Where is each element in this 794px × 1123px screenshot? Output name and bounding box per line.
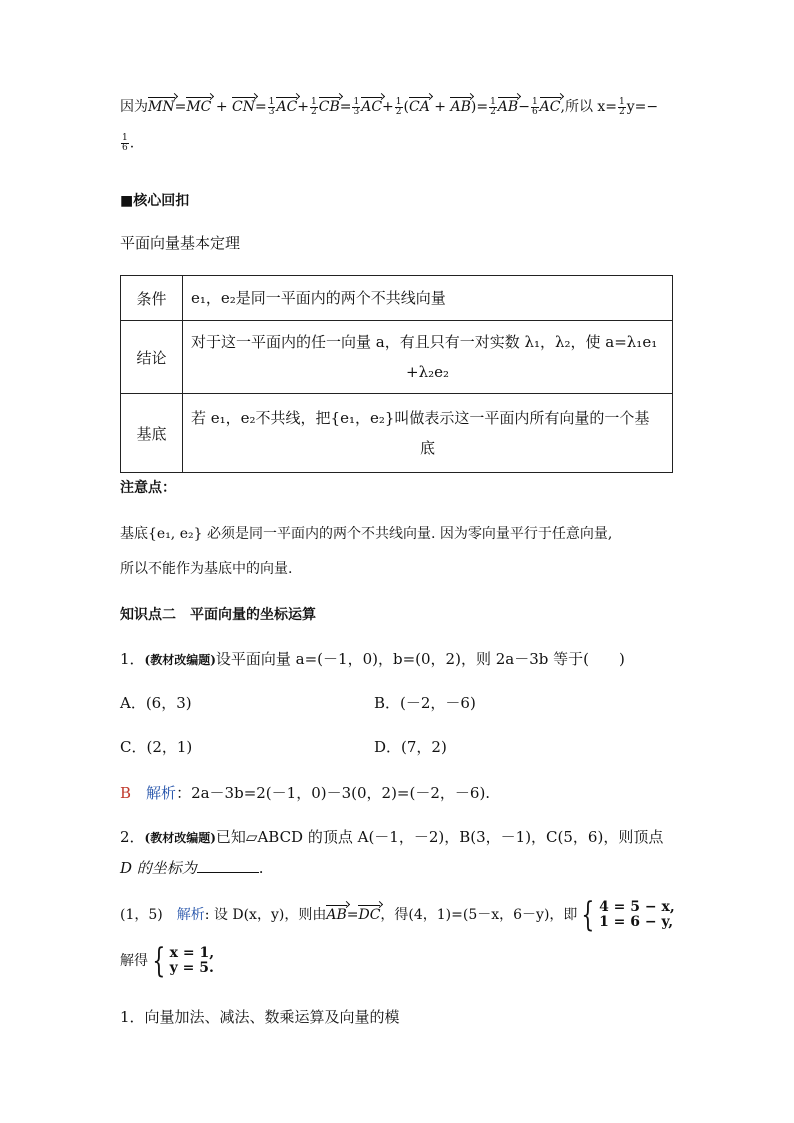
- intro-formula: 因为MN=MC + CN= $\frac{1}{3}$ AC+ $\frac{1}{2}$ CB= $\frac{1}{3}$ AC+ $\frac{1}{2}$ (CA + AB)= $\frac{1}{2}$ AB− $\frac{1}{6}$ AC,所以 x= $\frac{1}{2}$ y=−: [120, 96, 659, 117]
- analysis-label: 解析: [146, 784, 177, 802]
- intro-formula-tail: $\frac{1}{6}$ .: [122, 133, 135, 153]
- notes-line-2: 所以不能作为基底中的向量.: [120, 561, 293, 577]
- table-row: [121, 394, 673, 473]
- table-content-conclusion: 对于这一平面内的任一向量 a，有且只有一对实数 λ₁，λ₂，使 a=λ₁e₁ +λ₂e₂: [183, 321, 673, 394]
- section-title: 知识点二 平面向量的坐标运算: [120, 607, 316, 623]
- notes-line-1: 基底{e₁, e₂} 必须是同一平面内的两个不共线向量. 因为零向量平行于任意向量,: [120, 526, 613, 542]
- answer-blank: [197, 872, 259, 873]
- footer-heading: 1．向量加法、减法、数乘运算及向量的模: [120, 1008, 400, 1026]
- basis-table: [120, 275, 673, 473]
- vector-cn: CN: [232, 99, 255, 115]
- answer-2: (1，5) 解析: 设 D(x，y)，则由AB=DC，得(4，1)=(5－x，6－y)，即 { 4 = 5 − x, 1 = 6 − y,: [120, 895, 675, 935]
- table-label-conclusion: 结论: [121, 321, 183, 394]
- table-content-condition: e₁，e₂是同一平面内的两个不共线向量: [183, 276, 673, 321]
- option-d: D．(7，2): [374, 738, 447, 756]
- table-label-basis: 基底: [121, 394, 183, 473]
- question-2: 2．(教材改编题)已知▱ABCD 的顶点 A(－1，－2)，B(3，－1)，C(5，6)，则顶点: [120, 828, 664, 846]
- question-1: 1．(教材改编题)设平面向量 a=(－1，0)，b=(0，2)，则 2a－3b 等于( ): [120, 650, 625, 668]
- table-content-basis: 若 e₁，e₂不共线，把{e₁，e₂}叫做表示这一平面内所有向量的一个基 底: [183, 394, 673, 473]
- option-b: B．(－2，－6): [374, 694, 476, 712]
- left-brace-icon: {: [152, 941, 166, 981]
- table-row: [121, 276, 673, 321]
- analysis-label: 解析: [176, 907, 205, 923]
- table-label-condition: 条件: [121, 276, 183, 321]
- vector-mn: MN: [148, 99, 175, 115]
- question-2-line-2: D 的坐标为 .: [120, 859, 264, 877]
- left-brace-icon: {: [581, 895, 595, 935]
- option-c: C．(2，1): [120, 738, 193, 756]
- option-a: A．(6，3): [120, 694, 192, 712]
- notes-title: 注意点：: [120, 480, 176, 496]
- equation-system-1: 4 = 5 − x, 1 = 6 − y,: [599, 899, 675, 930]
- solution-line: 解得 { x = 1, y = 5.: [120, 941, 215, 981]
- answer-letter: B: [120, 784, 132, 802]
- vector-mc: MC: [186, 99, 212, 115]
- equation-system-2: x = 1, y = 5.: [169, 945, 215, 976]
- theorem-title: 平面向量基本定理: [120, 234, 241, 252]
- table-row: [121, 321, 673, 394]
- core-review-title: ■核心回扣: [120, 193, 190, 209]
- answer-1: B 解析：2a－3b=2(－1，0)－3(0，2)=(－2，－6).: [120, 784, 491, 802]
